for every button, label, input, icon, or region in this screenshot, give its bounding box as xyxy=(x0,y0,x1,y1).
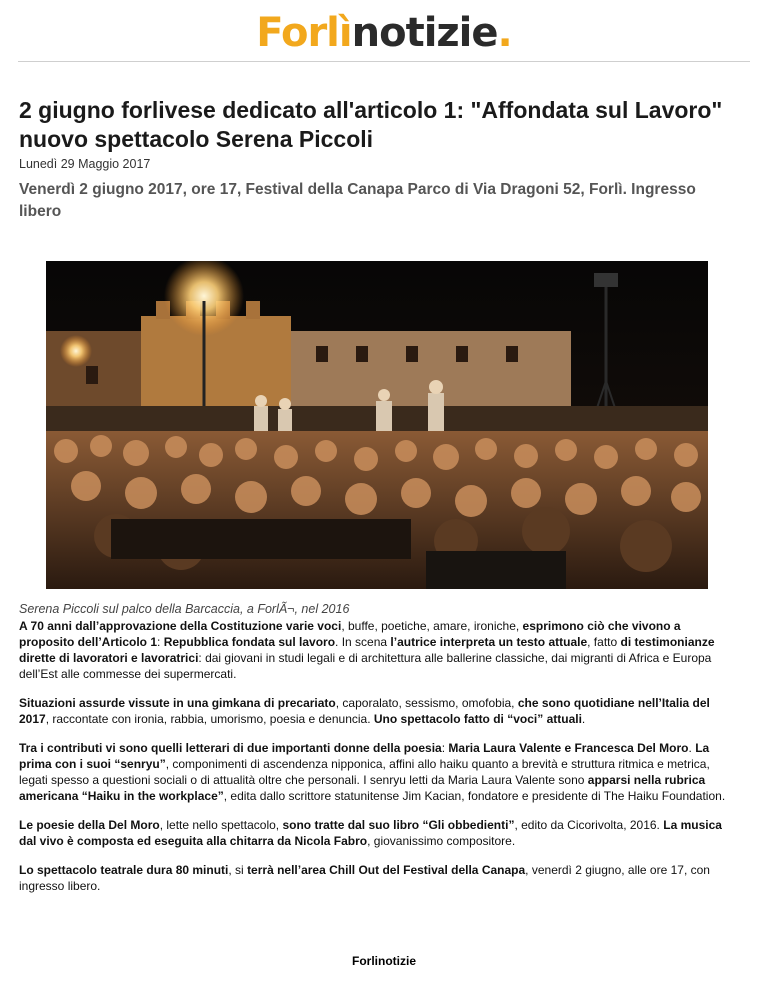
text-run: , si xyxy=(228,863,248,877)
bold-text-run: Tra i contributi vi sono quelli letterari di due importanti donne della poesia xyxy=(19,741,442,755)
bold-text-run: Repubblica fondata sul lavoro xyxy=(163,635,336,649)
article-paragraph xyxy=(19,740,739,804)
site-logo[interactable] xyxy=(0,8,768,58)
text-run: , edito da Cicorivolta, 2016. xyxy=(514,818,664,832)
bold-text-run: Maria Laura Valente e Francesca Del Moro xyxy=(448,741,689,755)
bold-text-run: Situazioni assurde vissute in una gimkana di precariato xyxy=(19,696,336,710)
logo-part-notizie: notizie xyxy=(351,10,498,56)
bold-text-run: che sono quotidiane nell’Italia del 2017 xyxy=(19,696,710,726)
bold-text-run: La musica dal vivo è composta ed eseguita alla chitarra da Nicola Fabro xyxy=(19,818,722,848)
article-paragraph xyxy=(19,862,739,894)
text-run: . xyxy=(581,712,586,726)
bold-text-run: terrà nell’area Chill Out del Festival della Canapa xyxy=(247,863,526,877)
text-run: , venerdì 2 giugno, alle ore 17, con ingresso libero. xyxy=(19,863,710,893)
bold-text-run: A 70 anni dall’approvazione della Costituzione varie voci xyxy=(19,619,342,633)
logo-dot: . xyxy=(497,10,512,56)
article-photo xyxy=(46,261,708,589)
text-run: : xyxy=(441,741,449,755)
article-paragraph xyxy=(19,618,739,682)
text-run: : xyxy=(157,635,164,649)
bold-text-run: l’autrice interpreta un testo attuale xyxy=(390,635,588,649)
bold-text-run: esprimono ciò che vivono a proposito dell’Articolo 1 xyxy=(19,619,681,649)
text-run: , edita dallo scrittore statunitense Jim Kacian, fondatore e presidente di The Haiku Foundation. xyxy=(223,789,726,803)
text-run: , fatto xyxy=(587,635,621,649)
text-run: , componimenti di ascendenza nipponica, affini allo haiku quanto a brevità e struttura ritmica e metrica, legati spesso a questioni sociali o di attualità oltre che personali. I senryu letti da Maria Laura Valente sono xyxy=(19,757,710,787)
footer-label[interactable]: Forlinotizie xyxy=(352,954,416,968)
article-date: Lunedì 29 Maggio 2017 xyxy=(19,157,151,171)
bold-text-run: sono tratte dal suo libro “Gli obbedienti” xyxy=(282,818,515,832)
article-paragraph xyxy=(19,695,739,727)
text-run: , raccontate con ironia, rabbia, umorismo, poesia e denuncia. xyxy=(45,712,374,726)
article-subtitle: Venerdì 2 giugno 2017, ore 17, Festival della Canapa Parco di Via Dragoni 52, Forlì. Ingresso libero xyxy=(19,181,696,220)
bold-text-run: di testimonianze dirette di lavoratori e lavoratrici xyxy=(19,635,715,665)
text-run: , caporalato, sessismo, omofobia, xyxy=(335,696,518,710)
text-run: , giovanissimo compositore. xyxy=(367,834,516,848)
bold-text-run: Le poesie della Del Moro xyxy=(19,818,160,832)
article-body xyxy=(19,618,739,907)
article-paragraph xyxy=(19,817,739,849)
article-title: 2 giugno forlivese dedicato all'articolo 1: "Affondata sul Lavoro" nuovo spettacolo Serena Piccoli xyxy=(19,97,723,152)
bold-text-run: Lo spettacolo teatrale dura 80 minuti xyxy=(19,863,229,877)
bold-text-run: apparsi nella rubrica americana “Haiku in the workplace” xyxy=(19,773,706,803)
bold-text-run: La prima con i suoi “senryu” xyxy=(19,741,710,771)
photo-caption: Serena Piccoli sul palco della Barcaccia, a ForlÃ¬, nel 2016 xyxy=(19,602,350,616)
text-run: : dai giovani in studi legali e di architettura alle ballerine classiche, dai migranti di Africa e Europa dell’Est alle commesse dei supermercati. xyxy=(19,651,712,681)
text-run: . In scena xyxy=(335,635,391,649)
text-run: , lette nello spettacolo, xyxy=(159,818,283,832)
bold-text-run: Uno spettacolo fatto di “voci” attuali xyxy=(373,712,582,726)
logo-part-forli: Forlì xyxy=(256,10,352,56)
text-run: . xyxy=(688,741,696,755)
text-run: , buffe, poetiche, amare, ironiche, xyxy=(341,619,523,633)
header-divider xyxy=(18,61,750,62)
